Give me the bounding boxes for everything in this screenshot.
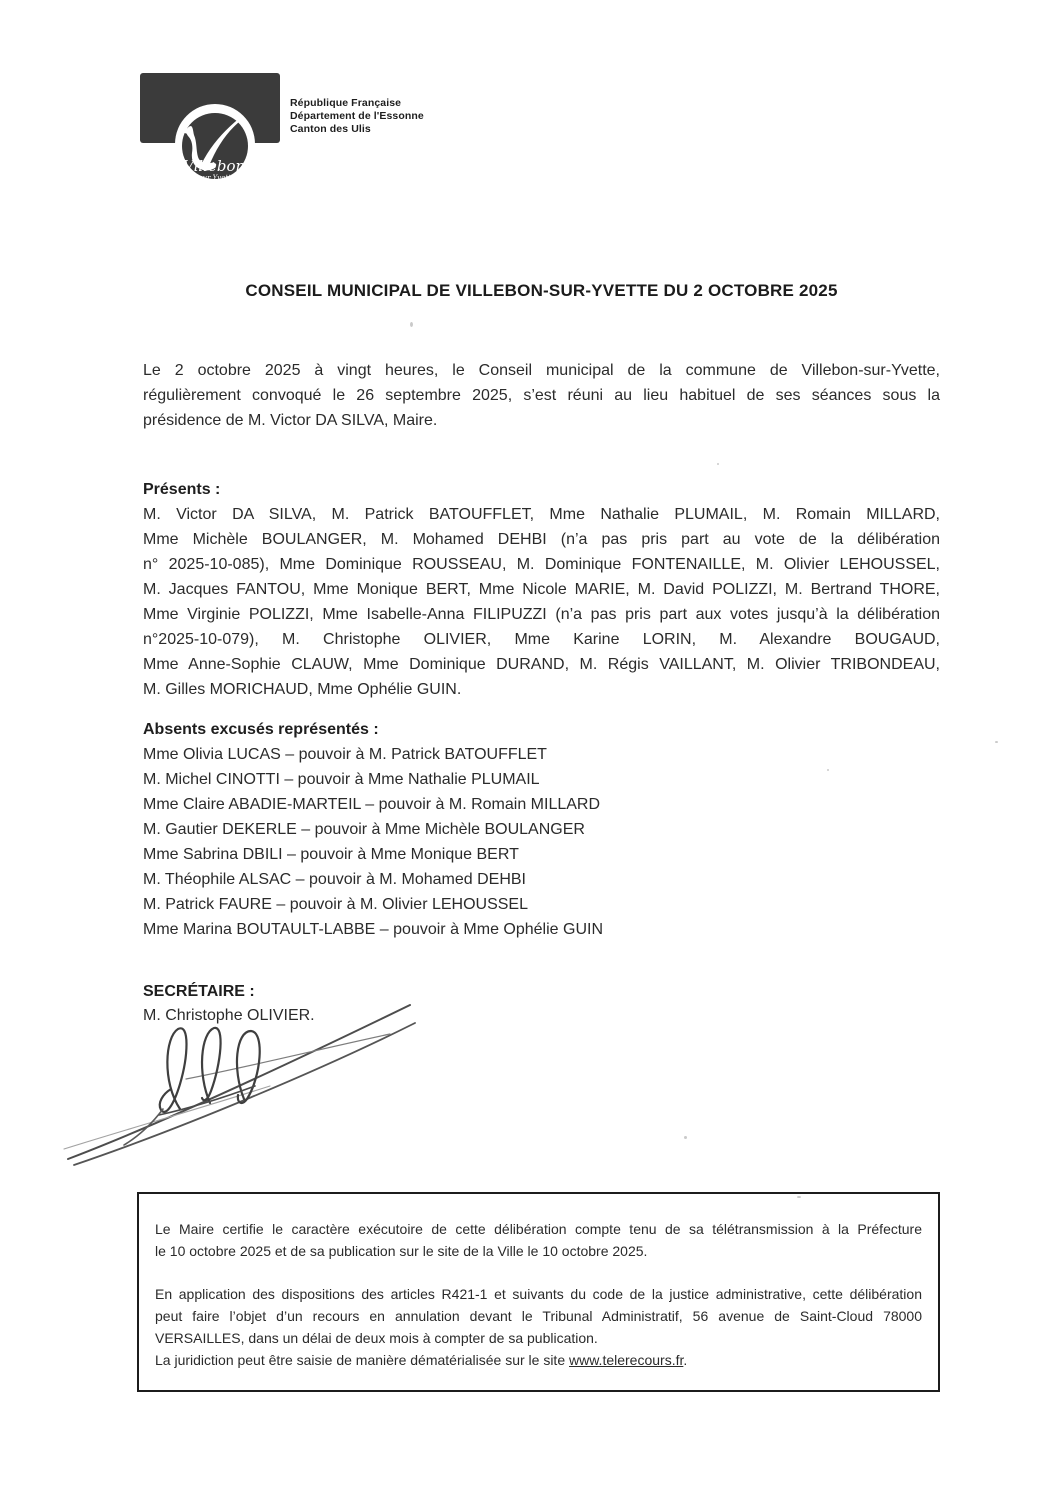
logo-city-name: Villebon [183, 157, 246, 175]
secretary-section [143, 980, 315, 1028]
page-title: CONSEIL MUNICIPAL DE VILLEBON-SUR-YVETTE DU 2 OCTOBRE 2025 [245, 281, 838, 300]
presents-line: Mme Anne-Sophie CLAUW, Mme Dominique DURAND, M. Régis VAILLANT, M. Olivier TRIBONDEAU, [143, 656, 940, 673]
absents-line: Mme Sabrina DBILI – pouvoir à Mme Monique BERT [143, 846, 519, 863]
scan-speckle [684, 1136, 687, 1139]
certification-line: Le Maire certifie le caractère exécutoire de cette délibération compte tenu de sa télétransmission à la Préfecture [155, 1221, 922, 1237]
intro-line: Le 2 octobre 2025 à vingt heures, le Conseil municipal de la commune de Villebon-sur-Yvette, [143, 362, 940, 379]
presents-list [143, 502, 940, 702]
absents-line: M. Patrick FAURE – pouvoir à M. Olivier LEHOUSSEL [143, 896, 528, 913]
presents-line: M. Gilles MORICHAUD, Mme Ophélie GUIN. [143, 681, 462, 698]
jurisdiction-line [155, 1349, 922, 1371]
recours-line: VERSAILLES, dans un délai de deux mois à compter de sa publication. [155, 1330, 598, 1346]
org-line: Canton des Ulis [290, 123, 371, 135]
absents-heading: Absents excusés représentés : [143, 721, 379, 738]
villebon-city-logo [137, 70, 287, 190]
absents-line: M. Gautier DEKERLE – pouvoir à Mme Michèle BOULANGER [143, 821, 585, 838]
secretary-name: M. Christophe OLIVIER. [143, 1007, 315, 1024]
scan-speckle [717, 463, 719, 465]
presents-line: Mme Virginie POLIZZI, Mme Isabelle-Anna FILIPUZZI (n’a pas pris part aux votes jusqu’à la délibération [143, 606, 940, 623]
scan-speckle [995, 741, 998, 743]
certification-line: le 10 octobre 2025 et de sa publication sur le site de la Ville le 10 octobre 2025. [155, 1243, 648, 1259]
presents-line: M. Jacques FANTOU, Mme Monique BERT, Mme Nicole MARIE, M. David POLIZZI, M. Bertrand THORE, [143, 581, 940, 598]
scan-speckle [797, 1196, 801, 1198]
absents-section [143, 717, 940, 942]
scan-speckle [410, 322, 413, 327]
presents-line: n°2025-10-079), M. Christophe OLIVIER, Mme Karine LORIN, M. Alexandre BOUGAUD, [143, 631, 940, 648]
recours-line: En application des dispositions des articles R421-1 et suivants du code de la justice administrative, cette délibération [155, 1286, 922, 1302]
jurisdiction-text: La juridiction peut être saisie de manière dématérialisée sur le site [155, 1352, 569, 1368]
absents-line: M. Théophile ALSAC – pouvoir à M. Mohamed DEHBI [143, 871, 526, 888]
presents-line: n° 2025-10-085), Mme Dominique ROUSSEAU, M. Dominique FONTENAILLE, M. Olivier LEHOUSSEL, [143, 556, 940, 573]
absents-list [143, 742, 940, 942]
absents-line: Mme Marina BOUTAULT-LABBE – pouvoir à Mme Ophélie GUIN [143, 921, 603, 938]
org-lines [290, 97, 424, 136]
certification-paragraph [155, 1218, 922, 1262]
secretary-heading: SECRÉTAIRE : [143, 983, 255, 1000]
absents-line: Mme Claire ABADIE-MARTEIL – pouvoir à M. Romain MILLARD [143, 796, 601, 813]
presents-section [143, 477, 940, 702]
logo-city-sub: sur Yvette [199, 174, 236, 182]
certification-box [137, 1192, 940, 1392]
presents-heading: Présents : [143, 481, 221, 498]
org-line: République Française [290, 97, 402, 109]
jurisdiction-suffix: . [683, 1352, 688, 1368]
presents-line: M. Victor DA SILVA, M. Patrick BATOUFFLET, Mme Nathalie PLUMAIL, M. Romain MILLARD, [143, 506, 940, 523]
recours-line: peut faire l’objet d’un recours en annulation devant le Tribunal Administratif, 56 avenue de Saint-Cloud 78000 [155, 1308, 922, 1324]
intro-line: régulièrement convoqué le 26 septembre 2025, s’est réuni au lieu habituel de ses séances sous la [143, 387, 940, 404]
recours-paragraph [155, 1283, 922, 1349]
telerecours-link[interactable]: www.telerecours.fr [569, 1352, 684, 1368]
intro-line: présidence de M. Victor DA SILVA, Maire. [143, 412, 438, 429]
intro-paragraph [143, 358, 940, 433]
absents-line: Mme Olivia LUCAS – pouvoir à M. Patrick BATOUFFLET [143, 746, 547, 763]
absents-line: M. Michel CINOTTI – pouvoir à Mme Nathalie PLUMAIL [143, 771, 540, 788]
org-line: Département de l'Essonne [290, 110, 424, 122]
scan-speckle [827, 769, 829, 771]
presents-line: Mme Michèle BOULANGER, M. Mohamed DEHBI (n’a pas pris part au vote de la délibération [143, 531, 940, 548]
